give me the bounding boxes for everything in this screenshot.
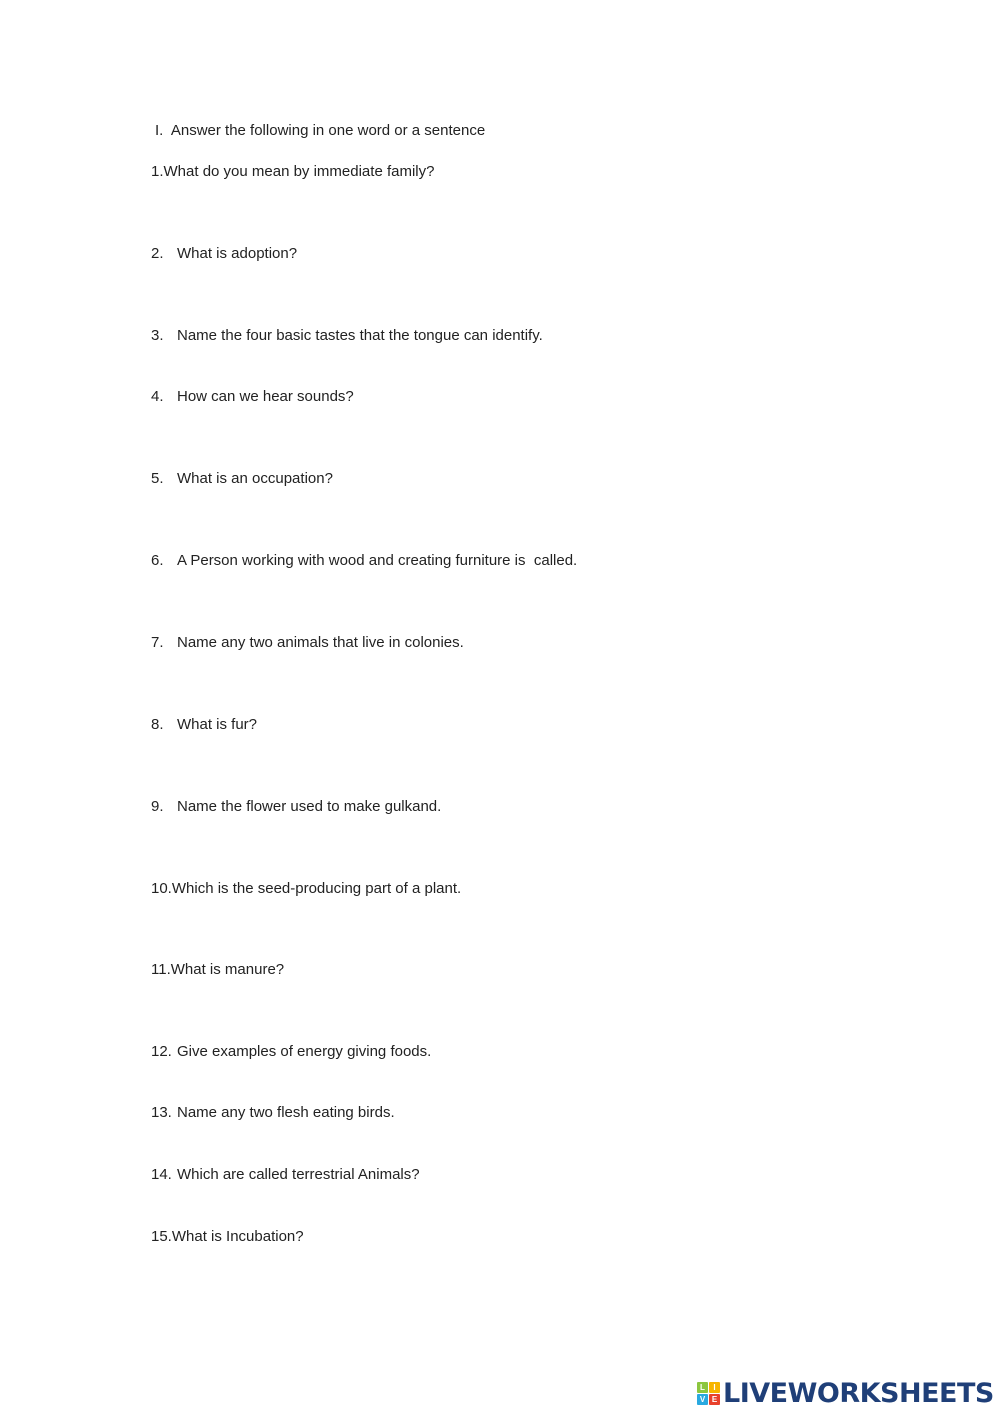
question-text: Which is the seed-producing part of a plant. (171, 880, 462, 897)
question-number: 12. (151, 1043, 172, 1060)
question-number: 5. (151, 470, 164, 487)
question-item (151, 245, 297, 263)
question-text: What is Incubation? (171, 1228, 304, 1245)
question-item (151, 1104, 395, 1122)
question-text: A Person working with wood and creating furniture is called. (177, 552, 578, 569)
question-number: 8. (151, 716, 164, 733)
question-item (151, 1228, 304, 1246)
question-number: 1. (151, 163, 164, 180)
question-item (151, 1166, 420, 1184)
question-item (151, 798, 441, 816)
question-item (151, 634, 464, 652)
liveworksheets-logo (697, 1378, 994, 1409)
logo-tile: L (697, 1382, 708, 1393)
logo-tiles-icon (697, 1382, 720, 1405)
logo-tile: E (709, 1394, 720, 1405)
logo-text: LIVEWORKSHEETS (723, 1378, 994, 1409)
question-text: What is an occupation? (177, 470, 333, 487)
question-number: 10. (151, 880, 172, 897)
question-number: 13. (151, 1104, 172, 1121)
question-item (151, 880, 461, 898)
question-text: How can we hear sounds? (177, 388, 354, 405)
question-text: What is manure? (170, 961, 285, 978)
question-text: Name any two flesh eating birds. (177, 1104, 395, 1121)
question-text: Name the four basic tastes that the tongue can identify. (177, 327, 543, 344)
question-number: 15. (151, 1228, 172, 1245)
question-number: 6. (151, 552, 164, 569)
question-text: Name any two animals that live in colonies. (177, 634, 464, 651)
question-item (151, 470, 333, 488)
question-item (151, 716, 257, 734)
question-item (151, 552, 577, 570)
question-number: 2. (151, 245, 164, 262)
logo-tile: V (697, 1394, 708, 1405)
question-item (151, 327, 543, 345)
question-text: What do you mean by immediate family? (163, 163, 435, 180)
question-text: What is fur? (177, 716, 258, 733)
question-item (151, 961, 284, 979)
question-text: What is adoption? (177, 245, 298, 262)
question-item (151, 388, 354, 406)
question-number: 3. (151, 327, 164, 344)
question-text: Which are called terrestrial Animals? (177, 1166, 420, 1183)
logo-tile: I (709, 1382, 720, 1393)
question-item (151, 1043, 431, 1061)
question-number: 14. (151, 1166, 172, 1183)
question-text: Give examples of energy giving foods. (177, 1043, 432, 1060)
section-heading: I. Answer the following in one word or a sentence (155, 122, 486, 139)
question-number: 11. (151, 961, 171, 978)
question-number: 9. (151, 798, 164, 815)
question-number: 7. (151, 634, 164, 651)
question-number: 4. (151, 388, 164, 405)
question-text: Name the flower used to make gulkand. (177, 798, 442, 815)
question-item (151, 163, 434, 181)
